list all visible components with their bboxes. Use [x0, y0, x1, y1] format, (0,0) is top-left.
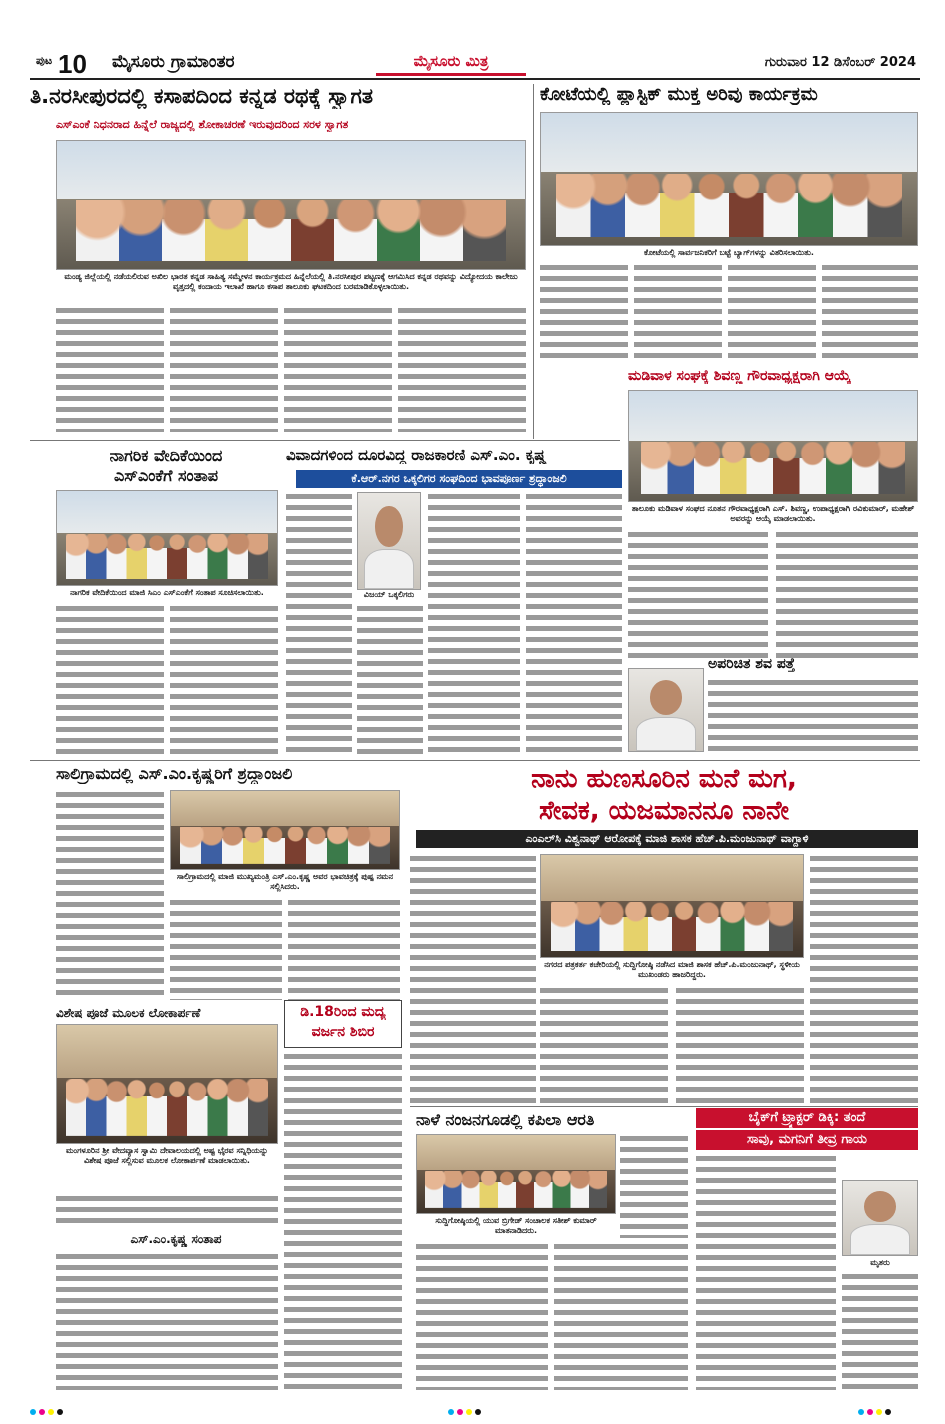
story-1-column [284, 306, 392, 432]
print-registration-dots [448, 1400, 508, 1408]
section-divider [410, 1106, 918, 1107]
story-10-column [56, 1194, 278, 1226]
story-11-column [620, 1134, 688, 1238]
story-1-column [170, 306, 278, 432]
story-3-column [776, 530, 918, 662]
story-9-headline-line2: ವರ್ಜನ ಶಿಬಿರ [311, 1024, 375, 1040]
story-12-headline: ಬೈಕ್‌ಗೆ ಟ್ರ್ಯಾಕ್ಟರ್ ಡಿಕ್ಕಿ: ತಂದೆ [696, 1108, 918, 1128]
story-4-headline-line2: ಎಸ್‌ಎಂಕೆಗೆ ಸಂತಾಪ [114, 466, 218, 485]
story-4-caption: ನಾಗರಿಕ ವೇದಿಕೆಯಿಂದ ಮಾಜಿ ಸಿಎಂ ಎಸ್‌ಎಂಕೆಗೆ ಸಂತಾಪ ಸೂಚಿಸಲಾಯಿತು. [70, 588, 264, 597]
story-5-column [286, 492, 352, 756]
story-8-strip: ಎಂಎಲ್‌ಸಿ ವಿಶ್ವನಾಥ್ ಆರೋಪಕ್ಕೆ ಮಾಜಿ ಶಾಸಕ ಹೆಚ್.ಪಿ.ಮಂಜುನಾಥ್ ವಾಗ್ದಾಳಿ [416, 830, 918, 848]
story-8-caption: ನಗರದ ಪತ್ರಕರ್ತ ಕಚೇರಿಯಲ್ಲಿ ಸುದ್ದಿಗೋಷ್ಠಿ ನಡೆಸಿದ ಮಾಜಿ ಶಾಸಕ ಹೆಚ್.ಪಿ.ಮಂಜುನಾಥ್, ಸ್ಥಳೀಯ ಮುಖಂಡರು ಹಾಜರಿದ್ದರು. [544, 960, 800, 979]
story-12-photo-name: ಮೃತರು [842, 1258, 918, 1268]
story-7-photo [170, 790, 400, 870]
section-divider [30, 760, 920, 761]
story-1-column [56, 306, 164, 432]
story-3-headline: ಮಡಿವಾಳ ಸಂಘಕ್ಕೆ ಶಿವಣ್ಣ ಗೌರವಾಧ್ಯಕ್ಷರಾಗಿ ಆಯ್ಕೆ [628, 368, 851, 384]
story-6-headline: ಅಪರಿಚಿತ ಶವ ಪತ್ತೆ [708, 656, 795, 672]
story-7-caption: ಸಾಲಿಗ್ರಾಮದಲ್ಲಿ ಮಾಜಿ ಮುಖ್ಯಮಂತ್ರಿ ಎಸ್.ಎಂ.ಕೃಷ್ಣ ಅವರ ಭಾವಚಿತ್ರಕ್ಕೆ ಪುಷ್ಪ ನಮನ ಸಲ್ಲಿಸಿದರು. [176, 872, 394, 891]
story-6-portrait [628, 668, 704, 752]
story-8-column [810, 854, 918, 1104]
story-5-strip: ಕೆ.ಆರ್.ನಗರ ಒಕ್ಕಲಿಗರ ಸಂಘದಿಂದ ಭಾವಪೂರ್ಣ ಶ್ರದ್ಧಾಂಜಲಿ [296, 470, 622, 488]
page-header [30, 50, 920, 80]
section-title: ಮೈಸೂರು ಗ್ರಾಮಾಂತರ [112, 52, 235, 72]
story-1-headline: ತಿ.ನರಸೀಪುರದಲ್ಲಿ ಕಸಾಪದಿಂದ ಕನ್ನಡ ರಥಕ್ಕೆ ಸ್ವಾಗತ [30, 84, 374, 108]
story-10-photo [56, 1024, 278, 1144]
print-registration-dots [30, 1400, 90, 1408]
story-11-caption: ಸುದ್ದಿಗೋಷ್ಠಿಯಲ್ಲಿ ಯುವ ಬ್ರಿಗೇಡ್ ಸಂಚಾಲಕ ಸತೀಶ್ ಕುಮಾರ್ ಮಾತನಾಡಿದರು. [435, 1216, 597, 1235]
story-11-headline: ನಾಳೆ ನಂಜನಗೂಡಲ್ಲಿ ಕಪಿಲಾ ಆರತಿ [416, 1110, 595, 1129]
story-4-headline: ನಾಗರಿಕ ವೇದಿಕೆಯಿಂದ [109, 446, 223, 465]
story-9-headline: ಡಿ.18ರಿಂದ ಮದ್ಯ [300, 1004, 386, 1020]
story-4-column [170, 604, 278, 756]
page-number: 10 [58, 49, 87, 79]
issue-date: ಗುರುವಾರ 12 ಡಿಸೆಂಬರ್ 2024 [764, 55, 916, 70]
masthead-logo: ಮೈಸೂರು ಮಿತ್ರ [376, 52, 526, 76]
story-3-caption: ತಾಲೂಕು ಮಡಿವಾಳ ಸಂಘದ ನೂತನ ಗೌರವಾಧ್ಯಕ್ಷರಾಗಿ ಎಸ್. ಶಿವಣ್ಣ, ಉಪಾಧ್ಯಕ್ಷರಾಗಿ ರವಿಕುಮಾರ್, ಮಹೇಶ್ ಅವರನ್ನು ಆಯ್ಕೆ ಮಾಡಲಾಯಿತು. [631, 504, 915, 523]
story-8-photo [540, 854, 804, 958]
story-13-headline: ಎಸ್.ಎಂ.ಕೃಷ್ಣ ಸಂತಾಪ [130, 1232, 222, 1246]
story-9-column [284, 1052, 402, 1390]
story-6-column [708, 678, 918, 752]
story-2-column [728, 263, 816, 363]
story-12-headline-line2: ಸಾವು, ಮಗನಿಗೆ ತೀವ್ರ ಗಾಯ [696, 1130, 918, 1150]
story-5-photo-name: ವಿಜಯ್ ಒಕ್ಕಲಿಗರು [357, 590, 421, 600]
story-3-column [628, 530, 768, 662]
story-7-column [56, 790, 164, 1000]
story-5-column [357, 604, 423, 756]
story-8-headline-line2: ಸೇವಕ, ಯಜಮಾನನೂ ನಾನೇ [538, 796, 790, 826]
story-1-caption: ಮಂಡ್ಯ ಜಿಲ್ಲೆಯಲ್ಲಿ ನಡೆಯಲಿರುವ ಅಖಿಲ ಭಾರತ ಕನ್ನಡ ಸಾಹಿತ್ಯ ಸಮ್ಮೇಳನ ಕಾರ್ಯಕ್ರಮದ ಹಿನ್ನೆಲೆಯಲ್ಲಿ ತಿ.ನರಸೀಪುರ ಪಟ್ಟಣಕ್ಕೆ ಆಗಮಿಸಿದ ಕನ್ನಡ ರಥವನ್ನು ವಿದ್ಯೋದಯ ಕಾಲೇಜು ವೃತ್ತದಲ್ಲಿ ಕಂದಾಯ ಇಲಾಖೆ ಹಾಗೂ ಕಸಾಪ ತಾಲೂಕು ಘಟಕದಿಂದ ಬರಮಾಡಿಕೊಳ್ಳಲಾಯಿತು. [64, 272, 518, 291]
story-8-column [676, 986, 804, 1104]
story-11-column [554, 1242, 688, 1390]
story-2-headline: ಕೋಟೆಯಲ್ಲಿ ಪ್ಲಾಸ್ಟಿಕ್ ಮುಕ್ತ ಅರಿವು ಕಾರ್ಯಕ್ರಮ [540, 84, 818, 105]
story-5-headline: ವಿವಾದಗಳಿಂದ ದೂರವಿದ್ದ ರಾಜಕಾರಣಿ ಎಸ್.ಎಂ. ಕೃಷ್ಣ [286, 446, 547, 464]
story-5-portrait [357, 492, 421, 590]
story-1-photo [56, 140, 526, 270]
print-registration-dots [858, 1400, 918, 1408]
story-4-photo [56, 490, 278, 586]
story-2-photo [540, 112, 918, 246]
story-1-column [398, 306, 526, 432]
story-11-column [416, 1242, 548, 1390]
story-8-column [410, 854, 536, 1104]
story-12-column [696, 1154, 836, 1390]
story-2-column [634, 263, 722, 363]
story-5-column [428, 492, 520, 756]
story-7-column [170, 898, 282, 1000]
story-3-photo [628, 390, 918, 502]
story-5-column [526, 492, 622, 756]
story-12-portrait [842, 1180, 918, 1256]
section-divider [30, 440, 620, 441]
story-11-photo [416, 1134, 616, 1214]
story-2-column [822, 263, 918, 363]
story-2-column [540, 263, 628, 363]
story-7-headline: ಸಾಲಿಗ್ರಾಮದಲ್ಲಿ ಎಸ್.ಎಂ.ಕೃಷ್ಣರಿಗೆ ಶ್ರದ್ಧಾಂಜಲಿ [56, 764, 293, 783]
story-8-column [540, 986, 668, 1104]
story-10-caption: ಮಂಗಳೂರಿನ ಶ್ರೀ ವೇದವ್ಯಾಸ ಸ್ವಾಮಿ ದೇವಾಲಯದಲ್ಲಿ ಅಷ್ಟ ಭೈರವ ಸನ್ನಿಧಿಯನ್ನು ವಿಶೇಷ ಪೂಜೆ ಸಲ್ಲಿಸುವ ಮೂಲಕ ಲೋಕಾರ್ಪಣೆ ಮಾಡಲಾಯಿತು. [65, 1146, 269, 1165]
page-label: ಪುಟ [36, 54, 53, 67]
story-4-column [56, 604, 164, 756]
story-10-headline: ವಿಶೇಷ ಪೂಜೆ ಮೂಲಕ ಲೋಕಾರ್ಪಣೆ [56, 1006, 201, 1020]
column-divider [533, 84, 534, 439]
story-8-headline: ನಾನು ಹುಣಸೂರಿನ ಮನೆ ಮಗ, [531, 764, 797, 794]
story-2-caption: ಕೋಟೆಯಲ್ಲಿ ಸಾರ್ವಜನಿಕರಿಗೆ ಬಟ್ಟೆ ಬ್ಯಾಗ್‌ಗಳನ್ನು ವಿತರಿಸಲಾಯಿತು. [644, 248, 814, 257]
story-7-column [288, 898, 400, 1000]
story-1-subhead: ಎಸ್‌ಎಂಕೆ ನಿಧನರಾದ ಹಿನ್ನೆಲೆ ರಾಜ್ಯದಲ್ಲಿ ಶೋಕಾಚರಣೆ ಇರುವುದರಿಂದ ಸರಳ ಸ್ವಾಗತ [56, 118, 349, 131]
story-13-column [56, 1252, 278, 1390]
story-12-column [842, 1272, 918, 1390]
